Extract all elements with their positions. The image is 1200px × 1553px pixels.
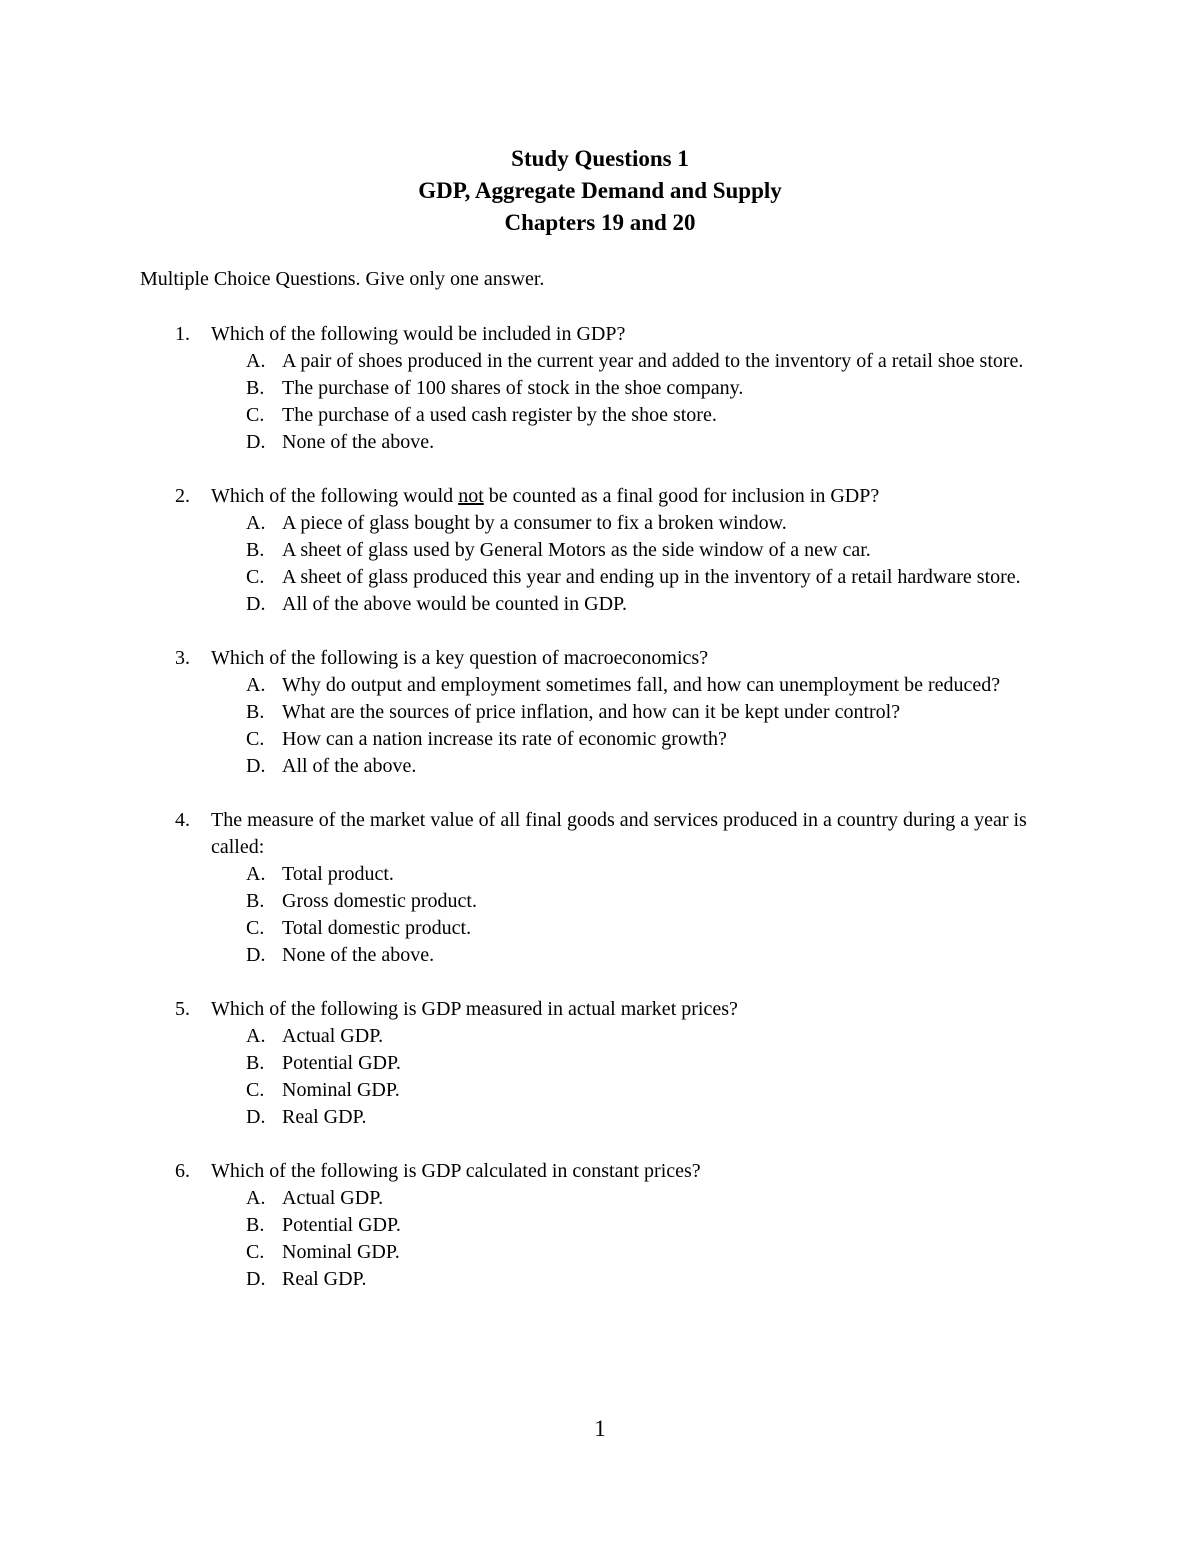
answer-option <box>140 699 1080 726</box>
answer-option <box>140 915 1080 942</box>
question-number: 4. <box>175 809 190 831</box>
option-text: A sheet of glass produced this year and ending up in the inventory of a retail hardware store. <box>282 566 1021 588</box>
option-text: How can a nation increase its rate of economic growth? <box>282 728 727 750</box>
option-text: None of the above. <box>282 944 435 966</box>
question-text: Which of the following is GDP measured in actual market prices? <box>211 998 738 1020</box>
option-text: Total product. <box>282 863 394 885</box>
question-number: 3. <box>175 647 190 669</box>
option-text: A piece of glass bought by a consumer to fix a broken window. <box>282 512 787 534</box>
option-letter: B. <box>246 377 265 399</box>
title-line-2: GDP, Aggregate Demand and Supply <box>418 178 782 203</box>
question-emphasis: not <box>458 485 484 507</box>
option-text: Real GDP. <box>282 1268 367 1290</box>
question-text-start: Which of the following would <box>211 485 459 507</box>
answer-option <box>140 591 1080 618</box>
option-letter: B. <box>246 539 265 561</box>
option-text: Why do output and employment sometimes fall, and how can unemployment be reduced? <box>282 674 1001 696</box>
option-text: The purchase of a used cash register by the shoe store. <box>282 404 717 426</box>
option-letter: B. <box>246 1214 265 1236</box>
option-letter: A. <box>246 674 266 696</box>
option-letter: C. <box>246 728 265 750</box>
answer-option <box>140 1077 1080 1104</box>
question-list <box>140 321 1080 1320</box>
question-text: The measure of the market value of all final goods and services produced in a country during a year is called: <box>211 809 1027 858</box>
option-text: All of the above would be counted in GDP. <box>282 593 627 615</box>
answer-option <box>140 402 1080 429</box>
option-text: A sheet of glass used by General Motors as the side window of a new car. <box>282 539 871 561</box>
option-letter: D. <box>246 755 266 777</box>
question-text: Which of the following is a key question of macroeconomics? <box>211 647 709 669</box>
question-stem <box>140 1158 1080 1185</box>
question-text: Which of the following would be included in GDP? <box>211 323 626 345</box>
option-text: Nominal GDP. <box>282 1241 400 1263</box>
option-text: Actual GDP. <box>282 1187 384 1209</box>
title-line-1: Study Questions 1 <box>511 146 689 171</box>
option-text: What are the sources of price inflation, and how can it be kept under control? <box>282 701 901 723</box>
question-number: 1. <box>175 323 190 345</box>
answer-option <box>140 429 1080 456</box>
option-text: Real GDP. <box>282 1106 367 1128</box>
option-text: None of the above. <box>282 431 435 453</box>
answer-option <box>140 726 1080 753</box>
answer-option <box>140 1212 1080 1239</box>
answer-option <box>140 564 1080 591</box>
option-text: Potential GDP. <box>282 1052 401 1074</box>
question-number: 6. <box>175 1160 190 1182</box>
answer-option <box>140 942 1080 969</box>
answer-option <box>140 888 1080 915</box>
question-stem <box>140 996 1080 1023</box>
question-stem <box>140 321 1080 348</box>
question-4 <box>140 807 1080 969</box>
option-letter: C. <box>246 1079 265 1101</box>
option-letter: A. <box>246 1025 266 1047</box>
answer-option <box>140 1239 1080 1266</box>
question-2 <box>140 483 1080 618</box>
answer-option <box>140 672 1080 699</box>
answer-option <box>140 1023 1080 1050</box>
answer-option <box>140 753 1080 780</box>
option-text: Potential GDP. <box>282 1214 401 1236</box>
question-stem <box>140 807 1080 861</box>
option-letter: D. <box>246 944 266 966</box>
option-letter: C. <box>246 1241 265 1263</box>
option-letter: C. <box>246 917 265 939</box>
option-letter: B. <box>246 1052 265 1074</box>
answer-option <box>140 510 1080 537</box>
answer-option <box>140 375 1080 402</box>
instructions: Multiple Choice Questions. Give only one answer. <box>140 268 545 290</box>
question-1 <box>140 321 1080 456</box>
answer-option <box>140 348 1080 375</box>
question-text-end: be counted as a final good for inclusion in GDP? <box>483 485 880 507</box>
option-text: The purchase of 100 shares of stock in the shoe company. <box>282 377 744 399</box>
option-letter: A. <box>246 1187 266 1209</box>
option-letter: B. <box>246 701 265 723</box>
question-3 <box>140 645 1080 780</box>
option-text: A pair of shoes produced in the current year and added to the inventory of a retail shoe store. <box>282 350 1024 372</box>
option-text: Total domestic product. <box>282 917 472 939</box>
question-number: 2. <box>175 485 190 507</box>
option-text: Nominal GDP. <box>282 1079 400 1101</box>
option-letter: A. <box>246 512 266 534</box>
answer-option <box>140 861 1080 888</box>
question-number: 5. <box>175 998 190 1020</box>
question-stem <box>140 483 1080 510</box>
option-letter: D. <box>246 431 266 453</box>
question-stem <box>140 645 1080 672</box>
question-5 <box>140 996 1080 1131</box>
question-6 <box>140 1158 1080 1293</box>
option-letter: D. <box>246 593 266 615</box>
option-text: All of the above. <box>282 755 417 777</box>
option-text: Actual GDP. <box>282 1025 384 1047</box>
document-title <box>0 143 1200 239</box>
option-letter: D. <box>246 1268 266 1290</box>
answer-option <box>140 537 1080 564</box>
option-letter: D. <box>246 1106 266 1128</box>
answer-option <box>140 1185 1080 1212</box>
option-letter: B. <box>246 890 265 912</box>
question-text: Which of the following is GDP calculated in constant prices? <box>211 1160 701 1182</box>
answer-option <box>140 1104 1080 1131</box>
page-number: 1 <box>594 1416 606 1441</box>
option-letter: A. <box>246 863 266 885</box>
title-line-3: Chapters 19 and 20 <box>504 210 696 235</box>
option-text: Gross domestic product. <box>282 890 477 912</box>
option-letter: C. <box>246 566 265 588</box>
option-letter: A. <box>246 350 266 372</box>
option-letter: C. <box>246 404 265 426</box>
answer-option <box>140 1266 1080 1293</box>
answer-option <box>140 1050 1080 1077</box>
